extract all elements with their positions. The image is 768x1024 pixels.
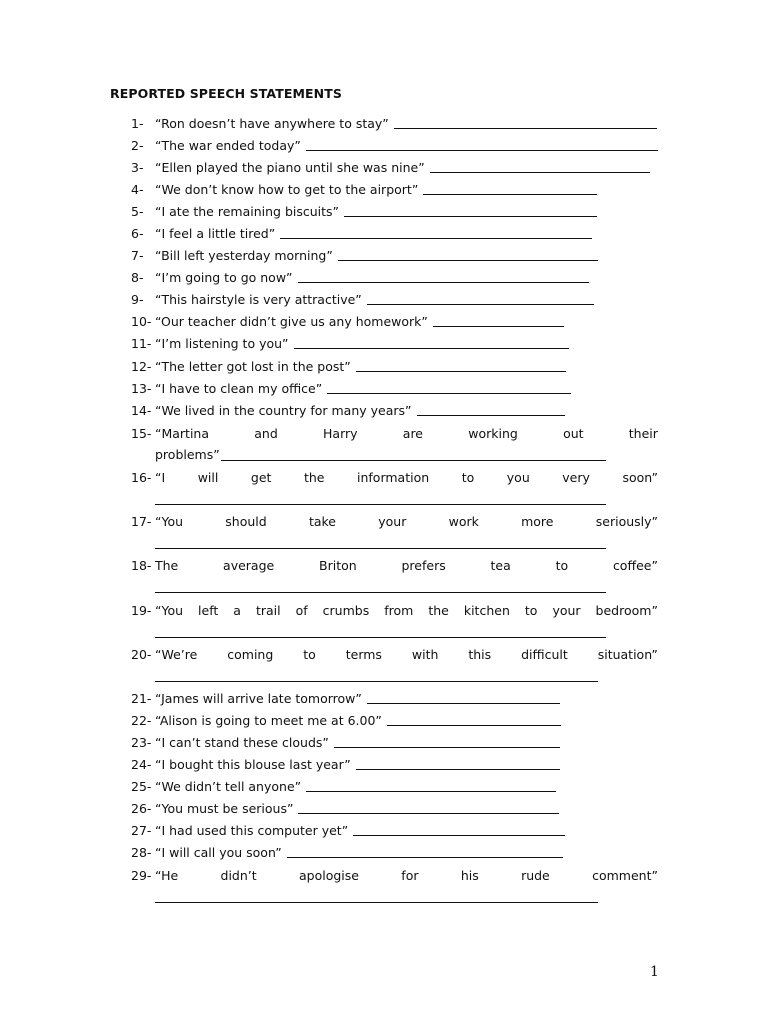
item-statement: “We didn’t tell anyone” [155, 779, 302, 794]
statement-word: bedroom” [595, 603, 658, 618]
answer-line[interactable] [294, 348, 569, 349]
page-title: REPORTED SPEECH STATEMENTS [110, 86, 342, 101]
statement-word: Harry [323, 426, 358, 441]
statement-word: trail [255, 603, 281, 618]
item-statement: “I’m going to go now” [155, 270, 293, 285]
item-statement: “Alison is going to meet me at 6.00” [155, 713, 382, 728]
item-number: 1- [131, 116, 144, 131]
item-number: 3- [131, 160, 144, 175]
statement-word: your [552, 603, 581, 618]
statement-word: “You [155, 603, 184, 618]
statement-word: the [303, 470, 325, 485]
item-number: 29- [131, 868, 152, 883]
item-number: 9- [131, 292, 144, 307]
statement-word: left [198, 603, 219, 618]
item-number: 27- [131, 823, 152, 838]
item-number: 14- [131, 403, 152, 418]
exercise-item [0, 514, 768, 554]
item-statement [155, 514, 658, 530]
item-statement: “We don’t know how to get to the airport” [155, 182, 419, 197]
item-statement: “I can’t stand these clouds” [155, 735, 329, 750]
answer-line[interactable] [155, 902, 598, 903]
item-statement: “I have to clean my office” [155, 381, 323, 396]
statement-word: “You [155, 514, 184, 529]
statement-word: more [521, 514, 554, 529]
statement-continuation: problems” [155, 447, 220, 462]
statement-word: soon” [622, 470, 658, 485]
answer-line[interactable] [298, 282, 589, 283]
item-number: 22- [131, 713, 152, 728]
item-number: 10- [131, 314, 152, 329]
statement-word: this [468, 647, 492, 662]
statement-word: apologise [298, 868, 359, 883]
statement-word: to [461, 470, 475, 485]
answer-line[interactable] [423, 194, 597, 195]
item-statement: “You must be serious” [155, 801, 294, 816]
answer-line[interactable] [356, 769, 560, 770]
statement-word: to [303, 647, 316, 662]
item-number: 18- [131, 558, 152, 573]
item-statement: “Ron doesn’t have anywhere to stay” [155, 116, 389, 131]
item-number: 28- [131, 845, 152, 860]
exercise-item [0, 426, 768, 466]
statement-word: The [155, 558, 179, 573]
item-number: 7- [131, 248, 144, 263]
item-number: 19- [131, 603, 152, 618]
statement-word: their [628, 426, 658, 441]
statement-word: from [384, 603, 414, 618]
answer-line[interactable] [394, 128, 657, 129]
statement-word: “Martina [155, 426, 210, 441]
statement-word: your [378, 514, 407, 529]
item-number: 24- [131, 757, 152, 772]
statement-word: very [562, 470, 590, 485]
item-number: 20- [131, 647, 152, 662]
statement-word: take [308, 514, 336, 529]
answer-line[interactable] [155, 681, 598, 682]
item-statement: “I had used this computer yet” [155, 823, 349, 838]
item-statement: “I’m listening to you” [155, 336, 289, 351]
item-number: 15- [131, 426, 152, 441]
statement-word: information [357, 470, 430, 485]
statement-word: with [411, 647, 439, 662]
statement-word: rude [521, 868, 550, 883]
statement-word: of [295, 603, 308, 618]
answer-line[interactable] [417, 415, 565, 416]
answer-line[interactable] [334, 747, 560, 748]
answer-line[interactable] [387, 725, 561, 726]
answer-line[interactable] [306, 150, 658, 151]
statement-word: out [563, 426, 584, 441]
statement-word: terms [345, 647, 382, 662]
item-statement: “I ate the remaining biscuits” [155, 204, 340, 219]
answer-line[interactable] [367, 304, 594, 305]
answer-line[interactable] [155, 592, 606, 593]
statement-word: and [254, 426, 278, 441]
statement-word: coming [227, 647, 274, 662]
statement-word: should [225, 514, 267, 529]
statement-word: “I [155, 470, 166, 485]
item-statement [155, 647, 658, 663]
statement-word: didn’t [220, 868, 257, 883]
answer-line[interactable] [287, 857, 563, 858]
statement-word: to [524, 603, 538, 618]
statement-word: a [233, 603, 241, 618]
item-statement [155, 470, 658, 486]
answer-line[interactable] [221, 460, 606, 461]
statement-word: crumbs [322, 603, 370, 618]
answer-line[interactable] [433, 326, 564, 327]
exercise-item [0, 647, 768, 687]
statement-word: difficult [521, 647, 568, 662]
answer-line[interactable] [327, 393, 571, 394]
answer-line[interactable] [430, 172, 650, 173]
item-number: 5- [131, 204, 144, 219]
item-statement: “This hairstyle is very attractive” [155, 292, 362, 307]
statement-word: Briton [319, 558, 357, 573]
item-number: 17- [131, 514, 152, 529]
item-statement: “I bought this blouse last year” [155, 757, 351, 772]
item-number: 16- [131, 470, 152, 485]
answer-line[interactable] [155, 504, 606, 505]
answer-line[interactable] [155, 548, 606, 549]
answer-line[interactable] [298, 813, 559, 814]
item-statement: “I will call you soon” [155, 845, 282, 860]
statement-word: for [401, 868, 419, 883]
item-number: 23- [131, 735, 152, 750]
answer-line[interactable] [356, 371, 566, 372]
item-number: 21- [131, 691, 152, 706]
item-number: 25- [131, 779, 152, 794]
statement-word: the [428, 603, 449, 618]
statement-word: get [250, 470, 272, 485]
item-statement: “Our teacher didn’t give us any homework” [155, 314, 428, 329]
statement-word: work [448, 514, 479, 529]
item-statement: “The letter got lost in the post” [155, 359, 351, 374]
page-number: 1 [650, 964, 659, 980]
answer-line[interactable] [155, 637, 606, 638]
statement-word: average [223, 558, 275, 573]
item-statement [155, 868, 658, 884]
item-statement: “Ellen played the piano until she was nine” [155, 160, 425, 175]
exercise-item [0, 470, 768, 510]
answer-line[interactable] [367, 703, 560, 704]
item-statement [155, 603, 658, 619]
item-number: 8- [131, 270, 144, 285]
statement-word: kitchen [463, 603, 510, 618]
item-statement: “We lived in the country for many years” [155, 403, 412, 418]
exercise-item [0, 603, 768, 643]
exercise-item [0, 558, 768, 598]
statement-word: situation” [597, 647, 658, 662]
statement-word: you [506, 470, 530, 485]
statement-word: “He [155, 868, 179, 883]
item-statement [155, 558, 658, 574]
statement-word: comment” [592, 868, 658, 883]
statement-word: coffee” [612, 558, 658, 573]
item-statement: “Bill left yesterday morning” [155, 248, 333, 263]
statement-word: working [468, 426, 518, 441]
statement-word: to [555, 558, 569, 573]
statement-word: tea [490, 558, 511, 573]
statement-word: are [402, 426, 423, 441]
answer-line[interactable] [353, 835, 565, 836]
item-statement [155, 426, 658, 442]
item-number: 13- [131, 381, 152, 396]
item-number: 6- [131, 226, 144, 241]
answer-line[interactable] [338, 260, 598, 261]
item-number: 26- [131, 801, 152, 816]
item-number: 11- [131, 336, 152, 351]
item-statement: “I feel a little tired” [155, 226, 276, 241]
item-statement: “James will arrive late tomorrow” [155, 691, 362, 706]
answer-line[interactable] [280, 238, 592, 239]
statement-word: “We’re [155, 647, 198, 662]
answer-line[interactable] [306, 791, 556, 792]
statement-word: will [197, 470, 219, 485]
statement-word: seriously” [595, 514, 658, 529]
answer-line[interactable] [344, 216, 597, 217]
item-number: 12- [131, 359, 152, 374]
statement-word: prefers [401, 558, 446, 573]
item-statement: “The war ended today” [155, 138, 301, 153]
statement-word: his [460, 868, 479, 883]
exercise-item [0, 868, 768, 908]
item-number: 2- [131, 138, 144, 153]
item-number: 4- [131, 182, 144, 197]
